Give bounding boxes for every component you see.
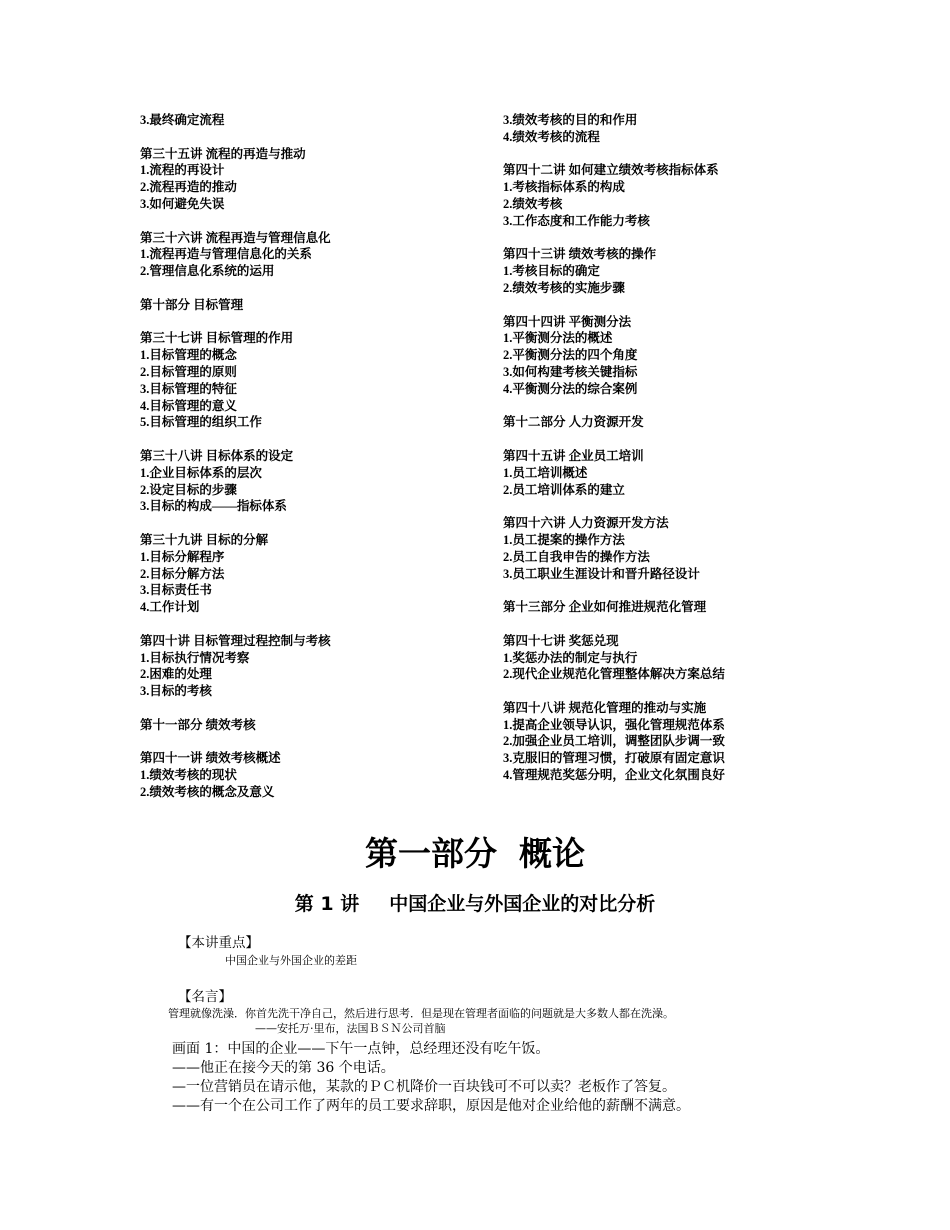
toc-left-column	[140, 112, 331, 801]
toc-heading: 第四十二讲 如何建立绩效考核指标体系	[503, 163, 719, 178]
toc-spacer	[140, 700, 331, 717]
toc-item: 1.提高企业领导认识，强化管理规范体系	[503, 717, 725, 732]
toc-item: 2.目标管理的原则	[140, 364, 237, 379]
toc-item: 4.绩效考核的流程	[503, 129, 600, 144]
toc-item: 1.员工提案的操作方法	[503, 532, 625, 547]
toc-spacer	[503, 582, 725, 599]
toc-spacer	[503, 616, 725, 633]
toc-item: 2.绩效考核	[503, 196, 563, 211]
toc-spacer	[140, 431, 331, 448]
toc-item: 4.管理规范奖惩分明，企业文化氛围良好	[503, 768, 725, 783]
body-line: —一位营销员在请示他，某款的ＰＣ机降价一百块钱可不可以卖？老板作了答复。	[172, 1079, 676, 1095]
toc-spacer	[140, 213, 331, 230]
key-points-text: 中国企业与外国企业的差距	[225, 954, 357, 967]
toc-heading: 第三十六讲 流程再造与管理信息化	[140, 230, 331, 245]
toc-heading: 第三十五讲 流程的再造与推动	[140, 146, 306, 161]
toc-item: 5.目标管理的组织工作	[140, 415, 262, 430]
lecture-number: 第 1 讲	[294, 893, 360, 915]
lecture-name: 中国企业与外国企业的对比分析	[389, 893, 656, 915]
toc-item: 1.员工培训概述	[503, 465, 588, 480]
toc-item: 2.绩效考核的实施步骤	[503, 280, 625, 295]
toc-heading: 第三十八讲 目标体系的设定	[140, 448, 294, 463]
toc-item: 2.管理信息化系统的运用	[140, 264, 275, 279]
toc-heading: 第四十七讲 奖惩兑现	[503, 633, 619, 648]
toc-item: 3.最终确定流程	[140, 113, 225, 127]
toc-heading: 第四十五讲 企业员工培训	[503, 448, 644, 463]
toc-item: 2.目标分解方法	[140, 566, 225, 581]
toc-spacer	[503, 398, 725, 415]
toc-item: 2.员工自我申告的操作方法	[503, 549, 650, 564]
toc-item: 3.目标管理的特征	[140, 381, 237, 396]
toc-item: 4.目标管理的意义	[140, 398, 237, 413]
part-title	[0, 832, 950, 876]
toc-spacer	[140, 515, 331, 532]
toc-heading: 第十一部分 绩效考核	[140, 717, 256, 732]
toc-heading: 第四十六讲 人力资源开发方法	[503, 516, 669, 531]
toc-spacer	[140, 616, 331, 633]
toc-heading: 第十二部分 人力资源开发	[503, 415, 644, 430]
toc-item: 2.绩效考核的概念及意义	[140, 784, 275, 799]
toc-spacer	[503, 498, 725, 515]
toc-heading: 第四十四讲 平衡测分法	[503, 314, 632, 329]
quote-text: 管理就像洗澡．你首先洗干净自己，然后进行思考．但是现在管理者面临的问题就是大多数人都在洗澡。	[168, 1007, 674, 1020]
toc-item: 1.流程再造与管理信息化的关系	[140, 247, 312, 262]
toc-item: 3.目标责任书	[140, 583, 212, 598]
toc-item: 2.平衡测分法的四个角度	[503, 348, 638, 363]
toc-item: 3.绩效考核的目的和作用	[503, 113, 638, 127]
body-line: ——他正在接今天的第 36 个电话。	[172, 1060, 395, 1076]
toc-item: 1.目标管理的概念	[140, 348, 237, 363]
toc-spacer	[140, 314, 331, 331]
toc-heading: 第三十七讲 目标管理的作用	[140, 331, 294, 346]
toc-item: 3.工作态度和工作能力考核	[503, 213, 650, 228]
key-points-heading: 【本讲重点】	[178, 935, 259, 951]
toc-item: 2.流程再造的推动	[140, 180, 237, 195]
toc-heading: 第三十九讲 目标的分解	[140, 532, 269, 547]
toc-item: 3.目标的考核	[140, 684, 212, 699]
toc-heading: 第四十讲 目标管理过程控制与考核	[140, 633, 331, 648]
toc-heading: 第四十三讲 绩效考核的操作	[503, 247, 657, 262]
toc-item: 2.员工培训体系的建立	[503, 482, 625, 497]
toc-item: 3.克服旧的管理习惯，打破原有固定意识	[503, 751, 725, 766]
toc-spacer	[140, 280, 331, 297]
part-label: 第一部分	[365, 834, 497, 873]
toc-item: 2.设定目标的步骤	[140, 482, 237, 497]
toc-item: 3.如何构建考核关键指标	[503, 364, 638, 379]
toc-item: 2.加强企业员工培训，调整团队步调一致	[503, 734, 725, 749]
part-name: 概论	[519, 834, 585, 873]
toc-item: 1.目标执行情况考察	[140, 650, 250, 665]
body-line: 画面 1：中国的企业——下午一点钟，总经理还没有吃午饭。	[172, 1041, 550, 1057]
toc-spacer	[140, 129, 331, 146]
toc-heading: 第四十八讲 规范化管理的推动与实施	[503, 700, 707, 715]
toc-spacer	[503, 230, 725, 247]
toc-spacer	[503, 683, 725, 700]
toc-item: 1.企业目标体系的层次	[140, 465, 262, 480]
toc-right-column	[503, 112, 725, 784]
toc-heading: 第四十一讲 绩效考核概述	[140, 751, 281, 766]
toc-spacer	[503, 146, 725, 163]
toc-item: 1.流程的再设计	[140, 163, 225, 178]
toc-item: 3.员工职业生涯设计和晋升路径设计	[503, 566, 700, 581]
quote-attribution: ——安托万·里布，法国ＢＳＮ公司首脑	[255, 1022, 446, 1035]
toc-item: 1.考核指标体系的构成	[503, 180, 625, 195]
toc-spacer	[503, 297, 725, 314]
toc-item: 4.平衡测分法的综合案例	[503, 381, 638, 396]
toc-heading: 第十三部分 企业如何推进规范化管理	[503, 600, 707, 615]
toc-spacer	[503, 431, 725, 448]
toc-item: 3.如何避免失误	[140, 196, 225, 211]
toc-heading: 第十部分 目标管理	[140, 297, 244, 312]
toc-item: 1.绩效考核的现状	[140, 768, 237, 783]
toc-item: 1.平衡测分法的概述	[503, 331, 613, 346]
toc-item: 2.现代企业规范化管理整体解决方案总结	[503, 667, 725, 682]
toc-item: 4.工作计划	[140, 600, 200, 615]
quote-heading: 【名言】	[178, 989, 232, 1005]
body-line: ——有一个在公司工作了两年的员工要求辞职，原因是他对企业给他的薪酬不满意。	[172, 1098, 690, 1114]
toc-item: 1.考核目标的确定	[503, 264, 600, 279]
toc-item: 3.目标的构成——指标体系	[140, 499, 287, 514]
toc-spacer	[140, 733, 331, 750]
lecture-title	[0, 890, 950, 918]
toc-item: 1.目标分解程序	[140, 549, 225, 564]
toc-item: 2.困难的处理	[140, 667, 212, 682]
toc-item: 1.奖惩办法的制定与执行	[503, 650, 638, 665]
